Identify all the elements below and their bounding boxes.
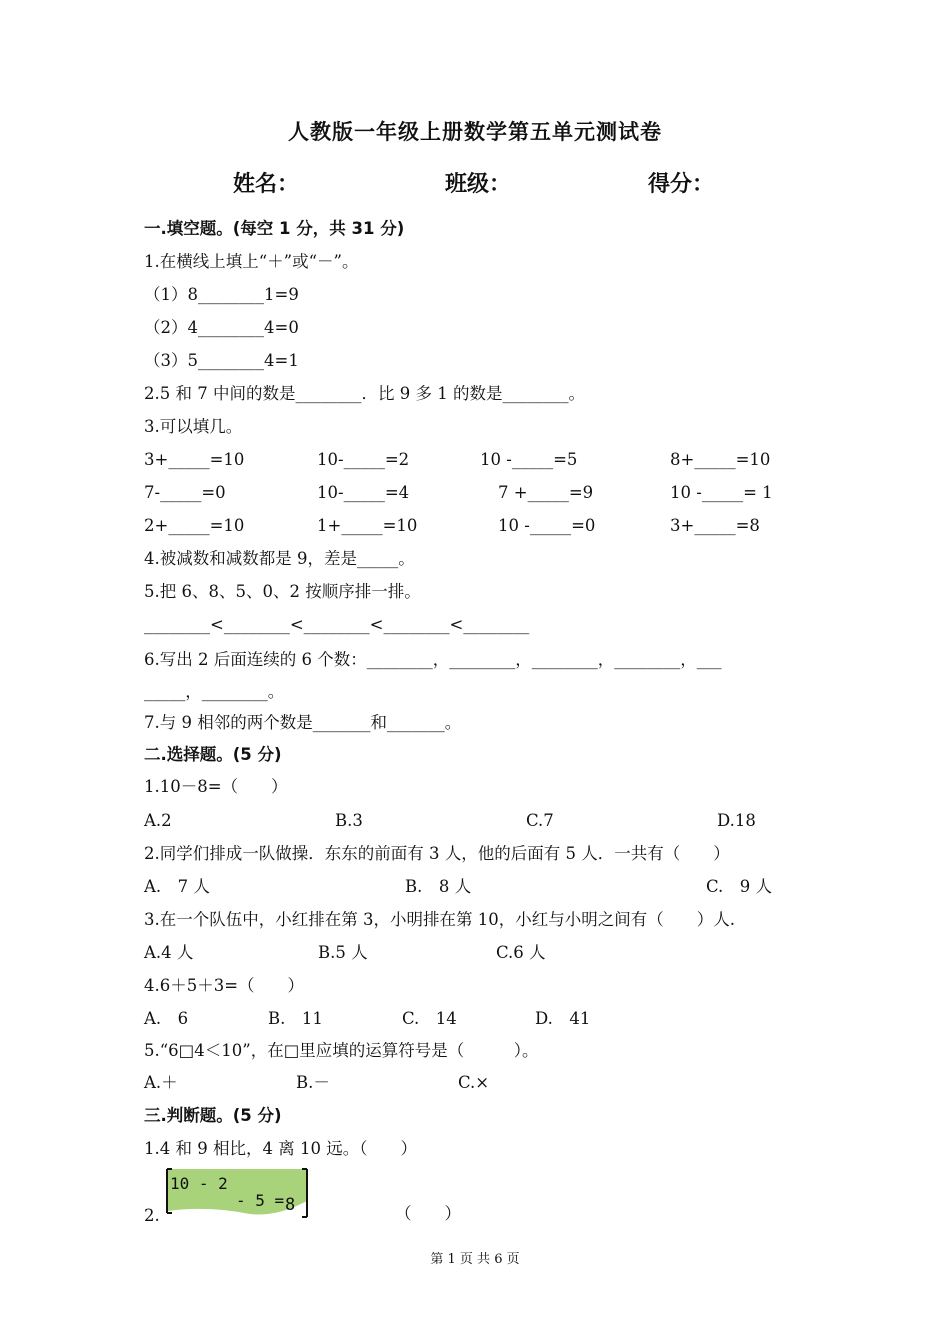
s2-q2-option: A. 7 人	[144, 877, 210, 896]
s2-q5-option: A.＋	[144, 1073, 178, 1092]
s2-q3-option: B.5 人	[318, 943, 368, 962]
s2-q3-option: A.4 人	[144, 943, 194, 962]
name-field-label: 姓名：	[233, 172, 300, 197]
s1-q1: 1.在横线上填上“＋”或“－”。	[144, 252, 359, 271]
q3-cell: 10-_____=4	[317, 483, 410, 502]
pic-result-text: 8	[285, 1195, 296, 1215]
s1-q5-answer-line: ________<________<________<________<________	[144, 615, 530, 634]
q3-cell: 10 -_____= 1	[670, 483, 773, 502]
page-title: 人教版一年级上册数学第五单元测试卷	[288, 120, 662, 144]
equation-picture	[164, 1167, 310, 1219]
q3-cell: 10 -_____=0	[498, 516, 596, 535]
q3-cell: 1+_____=10	[317, 516, 418, 535]
s2-q4-option: C. 14	[402, 1009, 457, 1028]
page-footer: 第 1 页 共 6 页	[430, 1252, 520, 1267]
s2-q1-option: D.18	[717, 811, 756, 830]
s2-q5: 5.“6□4＜10”，在□里应填的运算符号是（ ）。	[144, 1041, 539, 1060]
pic-bottom-text: - 5 =	[236, 1191, 285, 1210]
pic-top-text: 10 - 2	[170, 1174, 228, 1193]
section3-heading: 三.判断题。(5 分)	[144, 1106, 282, 1125]
s2-q4-option: B. 11	[268, 1009, 323, 1028]
class-field-label: 班级：	[445, 172, 512, 197]
q3-cell: 3+_____=10	[144, 450, 245, 469]
s3-q2-paren: （ ）	[395, 1204, 461, 1223]
s2-q3: 3.在一个队伍中，小红排在第 3，小明排在第 10，小红与小明之间有（ ）人.	[144, 910, 735, 929]
s2-q1-option: B.3	[335, 811, 363, 830]
s3-q1: 1.4 和 9 相比，4 离 10 远。（ ）	[144, 1139, 417, 1158]
q3-cell: 2+_____=10	[144, 516, 245, 535]
s3-q2-number: 2.	[144, 1206, 160, 1225]
s1-q1-item-3: （3）5________4=1	[144, 351, 299, 370]
s1-q1-item-1: （1）8________1=9	[144, 285, 299, 304]
s2-q2-option: C. 9 人	[706, 877, 773, 896]
section1-heading: 一.填空题。(每空 1 分，共 31 分)	[144, 219, 405, 238]
q3-cell: 10-_____=2	[317, 450, 410, 469]
q3-cell: 7 +_____=9	[498, 483, 594, 502]
s1-q3: 3.可以填几。	[144, 417, 243, 436]
s2-q5-option: C.×	[458, 1073, 490, 1092]
s2-q1: 1.10－8=（ ）	[144, 777, 288, 796]
s2-q2-option: B. 8 人	[405, 877, 472, 896]
s2-q4-option: D. 41	[535, 1009, 591, 1028]
s2-q3-option: C.6 人	[496, 943, 546, 962]
q3-cell: 8+_____=10	[670, 450, 771, 469]
s1-q1-item-2: （2）4________4=0	[144, 318, 299, 337]
q3-cell: 7-_____=0	[144, 483, 226, 502]
q3-cell: 3+_____=8	[670, 516, 760, 535]
s2-q4-option: A. 6	[144, 1009, 189, 1028]
s2-q1-option: C.7	[526, 811, 554, 830]
s1-q6: 6.写出 2 后面连续的 6 个数：________，________，________，________，___	[144, 650, 722, 669]
section2-heading: 二.选择题。(5 分)	[144, 745, 282, 764]
q3-cell: 10 -_____=5	[480, 450, 578, 469]
s2-q4: 4.6＋5＋3=（ ）	[144, 976, 305, 995]
s1-q4: 4.被减数和减数都是 9，差是_____。	[144, 549, 415, 568]
score-field-label: 得分：	[648, 172, 715, 197]
s2-q1-option: A.2	[144, 811, 172, 830]
s1-q6-continued: _____，________。	[144, 682, 285, 701]
s1-q2: 2.5 和 7 中间的数是________．比 9 多 1 的数是________。	[144, 384, 585, 403]
s1-q5: 5.把 6、8、5、0、2 按顺序排一排。	[144, 582, 421, 601]
s2-q5-option: B.－	[296, 1073, 330, 1092]
s1-q7: 7.与 9 相邻的两个数是_______和_______。	[144, 713, 462, 732]
s2-q2: 2.同学们排成一队做操．东东的前面有 3 人，他的后面有 5 人．一共有（ ）	[144, 844, 730, 863]
